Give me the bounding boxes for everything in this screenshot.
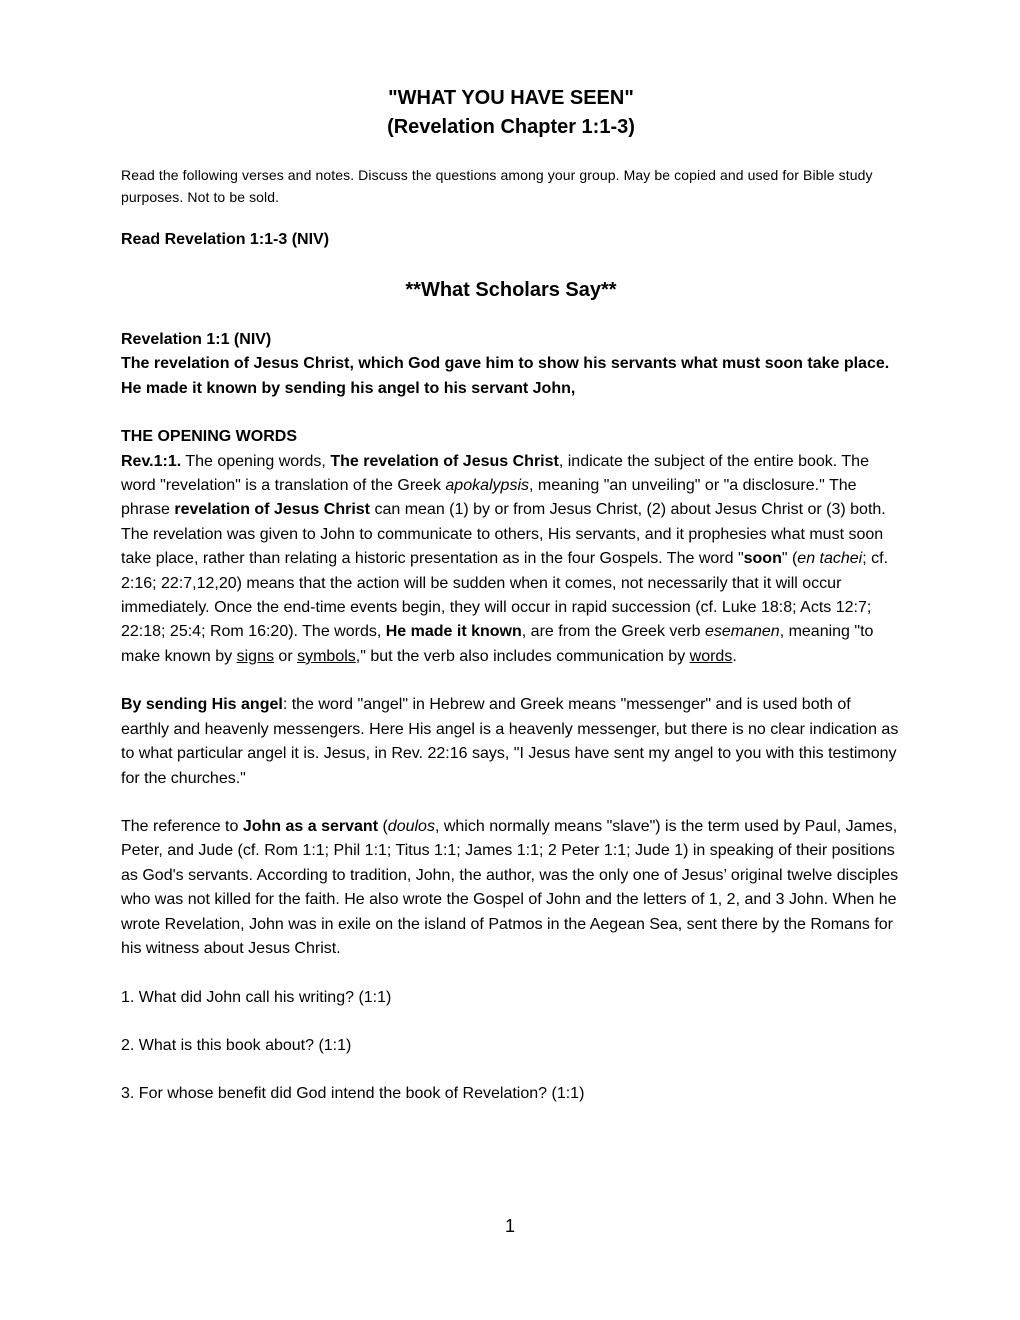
john-servant-section: [121, 815, 901, 961]
document-page: [121, 84, 901, 1106]
intro-paragraph: Read the following verses and notes. Discuss the questions among your group. May be copied and used for Bible study purposes. Not to be sold.: [121, 167, 873, 205]
text-run: " (: [781, 550, 798, 568]
text-run: , indicate the subject of the entire book. The word "revelation" is a translation of the Greek: [121, 452, 869, 495]
text-run: signs: [236, 647, 274, 665]
title-line-2: (Revelation Chapter 1:1-3): [387, 116, 635, 138]
text-run: , meaning "to make known by: [121, 623, 874, 665]
page-title: [121, 84, 901, 142]
question-3: 3. For whose benefit did God intend the book of Revelation? (1:1): [121, 1085, 585, 1103]
text-run: can mean (1) by or from Jesus Christ, (2) about Jesus Christ or (3) both. The revelation was given to John to communicate to others, His servants, and it prophesies what must soon take place, rather than relating a historic presentation as in the four Gospels. The word ": [121, 501, 886, 568]
angel-section: [121, 693, 901, 791]
text-run: revelation of Jesus Christ: [174, 501, 370, 519]
text-run: By sending His angel: [121, 696, 283, 714]
verse-text: The revelation of Jesus Christ, which God gave him to show his servants what must soon take place. He made it known by sending his angel to his servant John,: [121, 355, 890, 397]
text-run: , are from the Greek verb: [521, 623, 705, 641]
text-run: apokalypsis: [445, 477, 530, 495]
john-servant-paragraph: [121, 815, 901, 961]
text-run: ; cf. 2:16; 22:7,12,20) means that the action will be sudden when it comes, not necessarily that it will occur immediately. Once the end-time events begin, they will occur in rapid succession (cf. Luke 18:8; Acts 12:7; 22:18; 25:4; Rom 16:20). The words,: [121, 550, 889, 641]
text-run: soon: [743, 550, 782, 568]
opening-words-paragraph: [121, 450, 901, 670]
text-run: , meaning "an unveiling" or "a disclosure." The phrase: [121, 477, 857, 519]
read-heading: Read Revelation 1:1-3 (NIV): [121, 231, 330, 248]
text-run: ," but the verb also includes communication by: [355, 647, 690, 665]
text-run: symbols: [297, 647, 356, 665]
text-run: words: [689, 647, 733, 665]
question-2: 2. What is this book about? (1:1): [121, 1037, 352, 1055]
angel-paragraph: [121, 693, 901, 791]
verse-reference: Revelation 1:1 (NIV): [121, 331, 272, 348]
opening-words-section: [121, 425, 901, 669]
text-run: , which normally means "slave") is the term used by Paul, James, Peter, and Jude (cf. Rom 1:1; Phil 1:1; Titus 1:1; James 1:1; 2 Peter 1:1; Jude 1) in speaking of their positions as God's servants. According to tradition, John, the author, was the only one of Jesus’ original twelve disciples who was not killed for the faith. He also wrote the Gospel of John and the letters of 1, 2, and 3 John. When he wrote Revelation, John was in exile on the island of Patmos in the Aegean Sea, sent there by the Romans for his witness about Jesus Christ.: [121, 817, 899, 957]
text-run: (: [378, 817, 388, 835]
text-run: The reference to: [121, 817, 243, 835]
question-1: 1. What did John call his writing? (1:1): [121, 989, 392, 1007]
opening-words-heading: THE OPENING WORDS: [121, 428, 298, 446]
text-run: or: [273, 647, 298, 665]
page-number: 1: [504, 1216, 515, 1236]
text-run: Rev.1:1.: [121, 452, 182, 470]
text-run: The opening words,: [181, 452, 331, 470]
text-run: .: [732, 647, 737, 665]
text-run: : the word "angel" in Hebrew and Greek means "messenger" and is used both of earthly and heavenly messengers. Here His angel is a heavenly messenger, but there is no clear indication as to what particular angel it is. Jesus, in Rev. 22:16 says, "I Jesus have sent my angel to you with this testimony for the churches.": [121, 696, 899, 787]
text-run: John as a servant: [242, 817, 379, 835]
text-run: en tachei: [797, 550, 863, 568]
text-run: doulos: [387, 817, 435, 835]
section-title: **What Scholars Say**: [405, 279, 617, 301]
text-run: The revelation of Jesus Christ: [330, 452, 559, 470]
title-line-1: "WHAT YOU HAVE SEEN": [388, 87, 634, 109]
text-run: He made it known: [385, 623, 522, 641]
text-run: esemanen: [704, 623, 780, 641]
verse-block: [121, 328, 901, 401]
